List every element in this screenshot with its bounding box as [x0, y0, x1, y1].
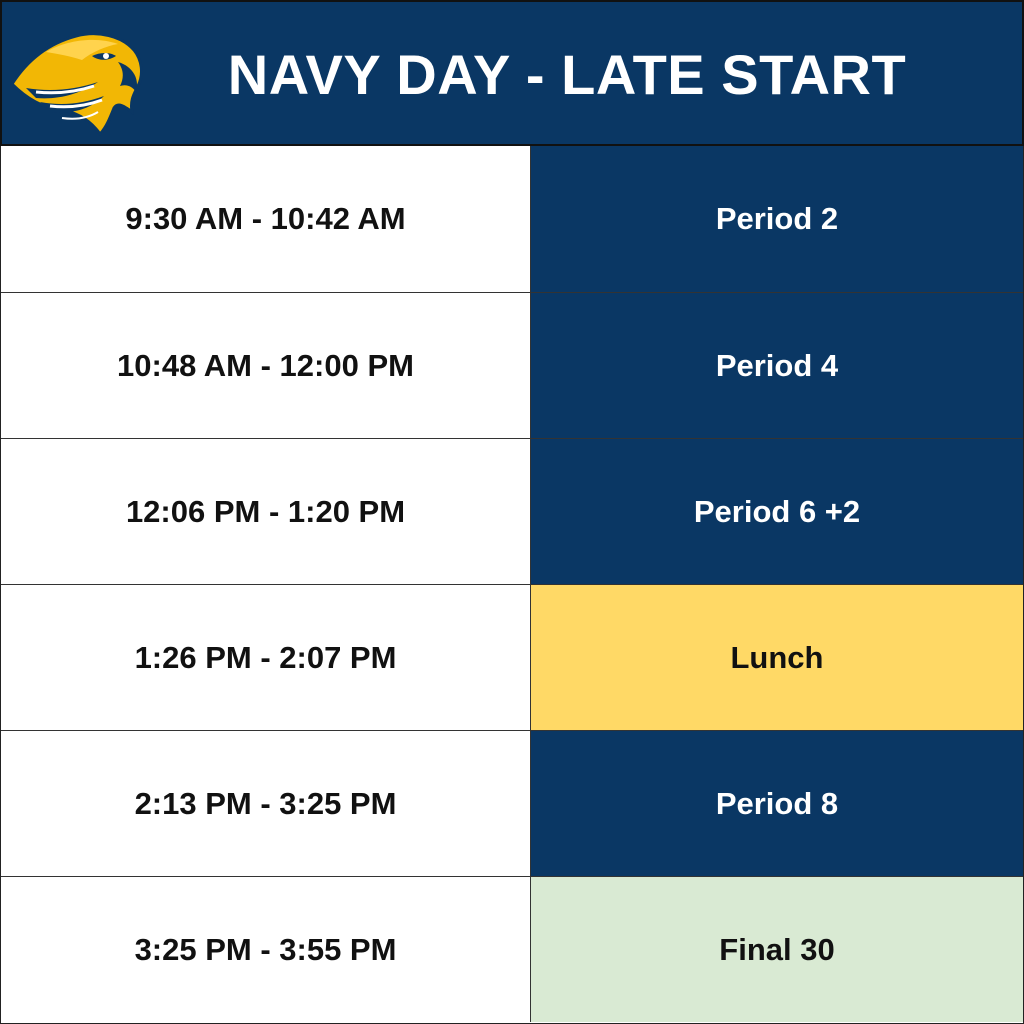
- header-banner: [0, 0, 1024, 146]
- schedule-table: [0, 146, 1024, 1024]
- table-row: [1, 438, 1023, 584]
- hawk-head-icon: [6, 22, 146, 136]
- final-cell: Final 30: [531, 877, 1023, 1022]
- table-row: [1, 292, 1023, 438]
- table-row: [1, 584, 1023, 730]
- page-title: NAVY DAY - LATE START: [227, 43, 907, 106]
- period-cell: Period 6 +2: [531, 439, 1023, 584]
- time-cell: 9:30 AM - 10:42 AM: [1, 146, 531, 292]
- time-cell: 2:13 PM - 3:25 PM: [1, 731, 531, 876]
- time-cell: 10:48 AM - 12:00 PM: [1, 293, 531, 438]
- period-cell: Period 2: [531, 146, 1023, 292]
- table-row: [1, 146, 1023, 292]
- lunch-cell: Lunch: [531, 585, 1023, 730]
- table-row: [1, 730, 1023, 876]
- time-cell: 12:06 PM - 1:20 PM: [1, 439, 531, 584]
- period-cell: Period 4: [531, 293, 1023, 438]
- period-cell: Period 8: [531, 731, 1023, 876]
- table-row: [1, 876, 1023, 1022]
- time-cell: 1:26 PM - 2:07 PM: [1, 585, 531, 730]
- time-cell: 3:25 PM - 3:55 PM: [1, 877, 531, 1022]
